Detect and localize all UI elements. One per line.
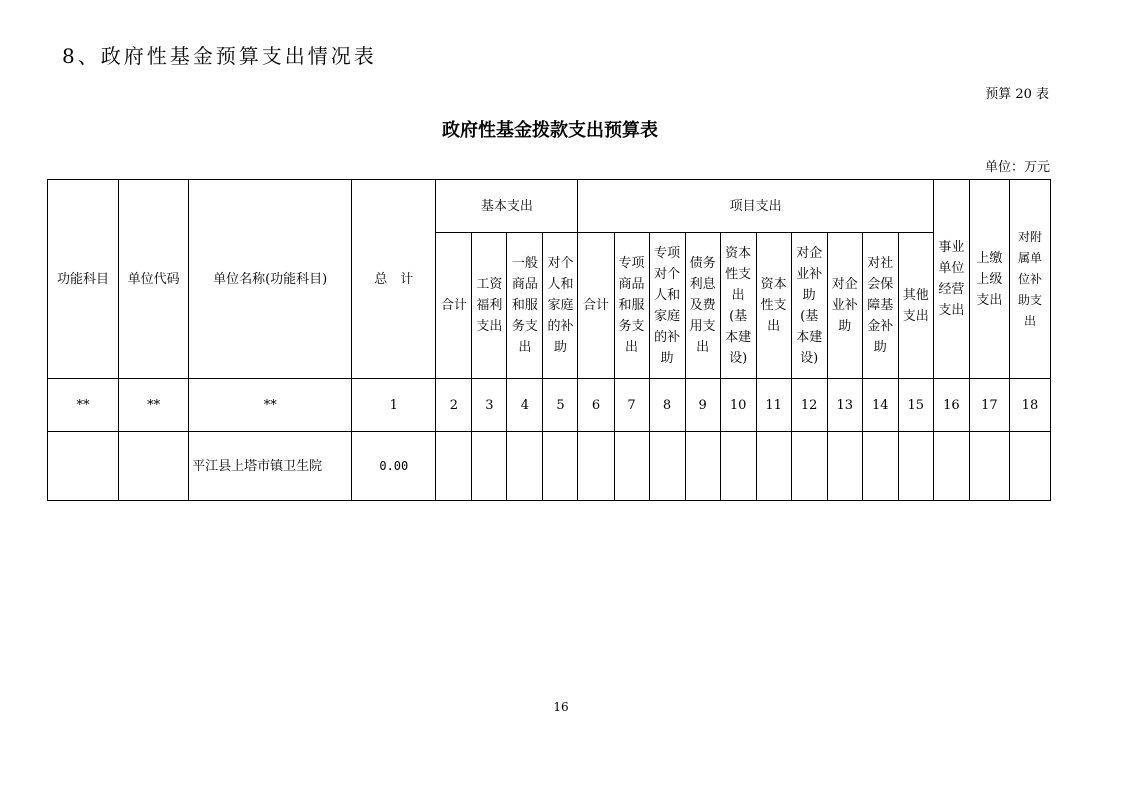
data-cell (649, 432, 685, 501)
index-cell: 7 (614, 379, 649, 432)
header-upper-pay: 上缴上级支出 (969, 180, 1009, 379)
data-cell (543, 432, 578, 501)
index-cell: 16 (933, 379, 969, 432)
index-cell: 13 (827, 379, 862, 432)
table-number: 预算 20 表 (985, 87, 1049, 102)
data-cell (791, 432, 827, 501)
index-cell: 5 (543, 379, 578, 432)
header-project-col: 专项对个人和家庭的补助 (649, 233, 685, 379)
header-basic-group: 基本支出 (436, 180, 578, 233)
index-cell: 2 (436, 379, 472, 432)
header-project-col: 合计 (578, 233, 614, 379)
data-cell (472, 432, 507, 501)
data-cell (578, 432, 614, 501)
index-cell: 11 (756, 379, 791, 432)
index-cell: ** (189, 379, 352, 432)
index-cell: 8 (649, 379, 685, 432)
header-business-unit: 事业单位经营支出 (933, 180, 969, 379)
data-cell (898, 432, 933, 501)
data-unit-code (119, 432, 189, 501)
index-cell: 14 (862, 379, 898, 432)
index-cell: 17 (969, 379, 1009, 432)
index-cell: ** (119, 379, 189, 432)
section-heading: 8、政府性基金预算支出情况表 (62, 44, 377, 68)
index-cell: 12 (791, 379, 827, 432)
header-group-row (48, 180, 1051, 233)
data-row (48, 432, 1051, 501)
header-basic-col: 一般商品和服务支出 (507, 233, 543, 379)
header-affiliated: 对附属单位补助支出 (1009, 180, 1050, 379)
index-cell: ** (48, 379, 119, 432)
header-project-col: 债务利息及费用支出 (685, 233, 720, 379)
unit-label: 单位：万元 (984, 160, 1050, 175)
header-func-subject: 功能科目 (48, 180, 119, 379)
index-cell: 15 (898, 379, 933, 432)
data-cell (614, 432, 649, 501)
index-cell: 10 (720, 379, 756, 432)
index-cell: 18 (1009, 379, 1050, 432)
header-basic-col: 合计 (436, 233, 472, 379)
data-cell (827, 432, 862, 501)
header-unit-name: 单位名称(功能科目) (189, 180, 352, 379)
index-cell: 6 (578, 379, 614, 432)
header-basic-col: 对个人和家庭的补助 (543, 233, 578, 379)
index-cell: 3 (472, 379, 507, 432)
header-project-col: 资本性支出 (756, 233, 791, 379)
data-cell (436, 432, 472, 501)
data-cell (756, 432, 791, 501)
index-row (48, 379, 1051, 432)
data-cell (862, 432, 898, 501)
header-project-col: 专项商品和服务支出 (614, 233, 649, 379)
data-cell (969, 432, 1009, 501)
header-project-col: 对企业补助 (827, 233, 862, 379)
data-unit-name: 平江县上塔市镇卫生院 (189, 432, 352, 501)
data-cell (507, 432, 543, 501)
header-project-col: 对企业补助(基本建设) (791, 233, 827, 379)
header-unit-code: 单位代码 (119, 180, 189, 379)
data-cell (1009, 432, 1050, 501)
page-number: 16 (553, 700, 569, 714)
data-total: 0.00 (352, 432, 436, 501)
index-cell: 9 (685, 379, 720, 432)
table-title: 政府性基金拨款支出预算表 (442, 120, 658, 141)
header-project-col: 资本性支出(基本建设) (720, 233, 756, 379)
budget-table (47, 179, 1051, 501)
data-cell (720, 432, 756, 501)
data-cell (933, 432, 969, 501)
index-cell: 4 (507, 379, 543, 432)
header-project-group: 项目支出 (578, 180, 933, 233)
index-cell: 1 (352, 379, 436, 432)
header-basic-col: 工资福利支出 (472, 233, 507, 379)
header-total: 总 计 (352, 180, 436, 379)
data-cell (685, 432, 720, 501)
header-project-col: 对社会保障基金补助 (862, 233, 898, 379)
data-func-subject (48, 432, 119, 501)
header-project-col: 其他支出 (898, 233, 933, 379)
